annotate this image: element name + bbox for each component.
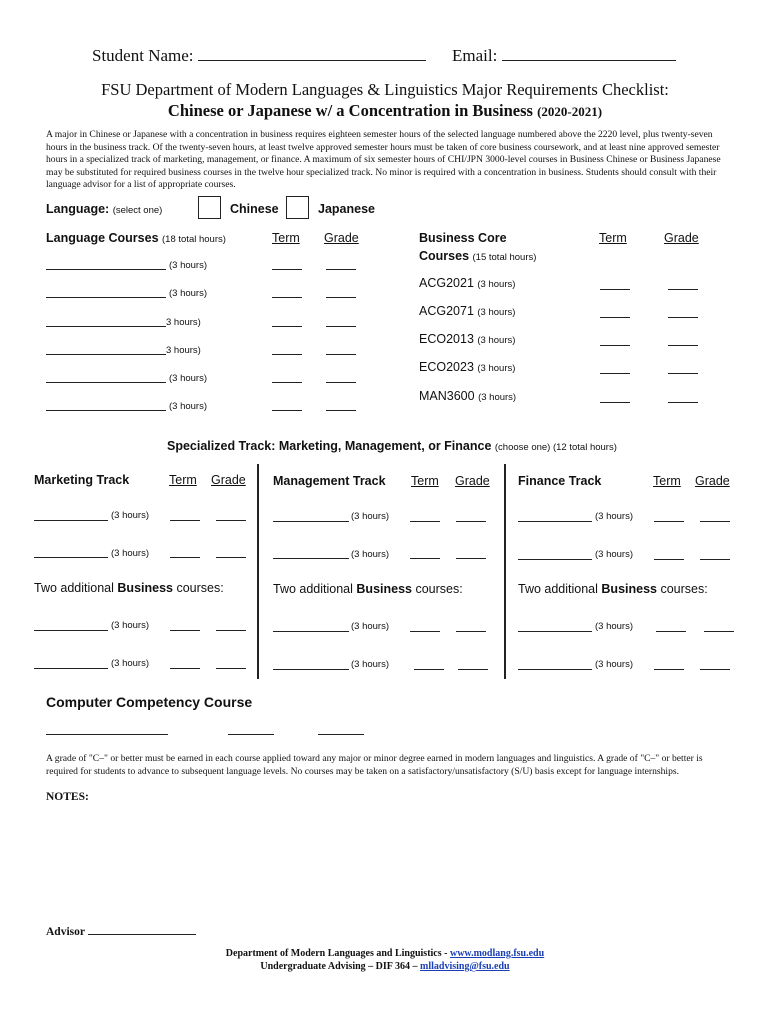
marketing-course-hours: (3 hours) xyxy=(111,620,150,631)
core-course-code: MAN3600 xyxy=(419,389,475,403)
core-term-field[interactable] xyxy=(600,345,630,346)
finance-additional xyxy=(518,582,708,596)
finance-course-hours: (3 hours) xyxy=(595,659,634,670)
finance-course-field[interactable] xyxy=(518,559,592,560)
management-course-field[interactable] xyxy=(273,669,349,670)
lang-course-field[interactable] xyxy=(46,354,166,355)
finance-course-field[interactable] xyxy=(518,669,592,670)
management-course-hours: (3 hours) xyxy=(351,621,390,632)
marketing-grade-field[interactable] xyxy=(216,630,246,631)
language-courses-heading xyxy=(46,231,226,245)
finance-term-field[interactable] xyxy=(654,559,684,560)
core-course xyxy=(419,360,515,374)
language-courses-title: Language Courses xyxy=(46,231,159,245)
chinese-checkbox[interactable] xyxy=(198,196,221,219)
marketing-track-title: Marketing Track xyxy=(34,473,130,487)
marketing-additional xyxy=(34,581,224,595)
lang-grade-field[interactable] xyxy=(326,382,356,383)
advisor-field[interactable] xyxy=(88,934,196,935)
core-course-code: ACG2071 xyxy=(419,304,474,318)
marketing-term-field[interactable] xyxy=(170,668,200,669)
student-name-label: Student Name: xyxy=(92,46,194,65)
lang-term-field[interactable] xyxy=(272,326,302,327)
japanese-label: Japanese xyxy=(318,202,375,216)
core-grade-field[interactable] xyxy=(668,317,698,318)
management-term-field[interactable] xyxy=(410,631,440,632)
additional-suffix: courses: xyxy=(176,581,224,595)
track-divider xyxy=(257,464,259,679)
management-course-field[interactable] xyxy=(273,631,349,632)
core-course-code: ECO2023 xyxy=(419,360,474,374)
core-term-header: Term xyxy=(599,231,627,245)
marketing-term-field[interactable] xyxy=(170,557,200,558)
marketing-term-header: Term xyxy=(169,473,197,487)
student-name-field[interactable] xyxy=(198,60,426,61)
core-course-hours: (3 hours) xyxy=(477,335,516,346)
footer-dept: Department of Modern Languages and Linguistics - xyxy=(225,948,448,959)
management-course-hours: (3 hours) xyxy=(351,549,390,560)
lang-term-header: Term xyxy=(272,231,300,245)
finance-term-header: Term xyxy=(653,474,681,488)
additional-bold: Business xyxy=(117,581,173,595)
lang-grade-field[interactable] xyxy=(326,269,356,270)
management-grade-field[interactable] xyxy=(456,558,486,559)
footer-website-link[interactable]: www.modlang.fsu.edu xyxy=(449,948,545,959)
finance-term-field[interactable] xyxy=(654,521,684,522)
management-grade-field[interactable] xyxy=(456,521,486,522)
page-title: FSU Department of Modern Languages & Linguistics Major Requirements Checklist: xyxy=(101,80,669,99)
additional-bold: Business xyxy=(356,582,412,596)
language-courses-hours: (18 total hours) xyxy=(162,234,226,245)
specialized-title: Specialized Track: Marketing, Management, or Finance xyxy=(167,439,492,453)
lang-course-hours: (3 hours) xyxy=(169,373,208,384)
core-course-hours: (3 hours) xyxy=(478,392,517,403)
page-subtitle xyxy=(0,101,770,121)
finance-course-hours: (3 hours) xyxy=(595,621,634,632)
marketing-term-field[interactable] xyxy=(170,630,200,631)
finance-track-title: Finance Track xyxy=(518,474,602,488)
management-grade-field[interactable] xyxy=(456,631,486,632)
specialized-note: (choose one) (12 total hours) xyxy=(494,442,617,453)
core-course xyxy=(419,389,516,403)
email-field[interactable] xyxy=(502,60,676,61)
additional-prefix: Two additional xyxy=(34,581,114,595)
core-course xyxy=(419,304,515,318)
core-course-code: ACG2021 xyxy=(419,276,474,290)
lang-course-hours: 3 hours) xyxy=(166,345,201,356)
lang-term-field[interactable] xyxy=(272,410,302,411)
additional-bold: Business xyxy=(601,582,657,596)
core-course-hours: (3 hours) xyxy=(477,307,516,318)
management-grade-field[interactable] xyxy=(458,669,488,670)
computer-course-field[interactable] xyxy=(46,734,168,735)
marketing-course-field[interactable] xyxy=(34,557,108,558)
additional-suffix: courses: xyxy=(660,582,708,596)
japanese-checkbox[interactable] xyxy=(286,196,309,219)
footer-advising: Undergraduate Advising – DIF 364 – xyxy=(260,961,418,972)
language-hint: (select one) xyxy=(112,205,163,216)
finance-grade-field[interactable] xyxy=(704,631,734,632)
lang-grade-field[interactable] xyxy=(326,326,356,327)
finance-grade-field[interactable] xyxy=(700,559,730,560)
management-course-field[interactable] xyxy=(273,521,349,522)
core-term-field[interactable] xyxy=(600,402,630,403)
core-course xyxy=(419,332,515,346)
management-grade-header: Grade xyxy=(455,474,490,488)
management-track-title: Management Track xyxy=(273,474,386,488)
business-core-title2: Courses xyxy=(419,249,470,263)
additional-prefix: Two additional xyxy=(518,582,598,596)
additional-prefix: Two additional xyxy=(273,582,353,596)
marketing-course-hours: (3 hours) xyxy=(111,658,150,669)
finance-course-field[interactable] xyxy=(518,521,592,522)
computer-competency-title: Computer Competency Course xyxy=(46,694,253,710)
advisor-row xyxy=(46,926,196,938)
marketing-grade-field[interactable] xyxy=(216,668,246,669)
core-grade-header: Grade xyxy=(664,231,699,245)
business-core-subtitle xyxy=(419,249,536,263)
management-term-field[interactable] xyxy=(410,521,440,522)
footer-line1 xyxy=(0,948,770,959)
email-label: Email: xyxy=(452,46,498,65)
management-additional xyxy=(273,582,463,596)
marketing-grade-header: Grade xyxy=(211,473,246,487)
subtitle-text: Chinese or Japanese w/ a Concentration in Business xyxy=(167,101,533,120)
marketing-course-field[interactable] xyxy=(34,520,108,521)
computer-grade-field[interactable] xyxy=(318,734,364,735)
footer-line2 xyxy=(0,961,770,972)
finance-course-field[interactable] xyxy=(518,631,592,632)
core-course-hours: (3 hours) xyxy=(477,363,516,374)
finance-term-field[interactable] xyxy=(654,669,684,670)
finance-course-hours: (3 hours) xyxy=(595,511,634,522)
lang-grade-field[interactable] xyxy=(326,354,356,355)
core-course xyxy=(419,276,515,290)
lang-grade-field[interactable] xyxy=(326,410,356,411)
language-label: Language: xyxy=(46,202,110,216)
core-grade-field[interactable] xyxy=(668,289,698,290)
core-term-field[interactable] xyxy=(600,289,630,290)
marketing-term-field[interactable] xyxy=(170,520,200,521)
lang-term-field[interactable] xyxy=(272,297,302,298)
management-term-field[interactable] xyxy=(410,558,440,559)
notes-label: NOTES: xyxy=(46,791,89,803)
marketing-grade-field[interactable] xyxy=(216,557,246,558)
chinese-label: Chinese xyxy=(230,202,279,216)
email-row xyxy=(452,46,676,66)
marketing-course-hours: (3 hours) xyxy=(111,548,150,559)
lang-course-field[interactable] xyxy=(46,410,166,411)
management-term-header: Term xyxy=(411,474,439,488)
marketing-course-field[interactable] xyxy=(34,668,108,669)
management-course-hours: (3 hours) xyxy=(351,511,390,522)
student-name-row xyxy=(92,46,426,66)
track-divider xyxy=(504,464,506,679)
management-course-field[interactable] xyxy=(273,558,349,559)
lang-course-hours: (3 hours) xyxy=(169,401,208,412)
marketing-course-field[interactable] xyxy=(34,630,108,631)
computer-term-field[interactable] xyxy=(228,734,274,735)
lang-grade-header: Grade xyxy=(324,231,359,245)
specialized-heading xyxy=(167,439,617,453)
lang-course-field[interactable] xyxy=(46,326,166,327)
footer-email-link[interactable]: mlladvising@fsu.edu xyxy=(420,961,510,972)
advisor-label: Advisor xyxy=(46,926,85,938)
core-term-field[interactable] xyxy=(600,373,630,374)
lang-course-hours: (3 hours) xyxy=(169,260,208,271)
core-course-code: ECO2013 xyxy=(419,332,474,346)
grade-note: A grade of "C–" or better must be earned in each course applied toward any major or minor degree earned in modern languages and linguistics. A grade of "C–" or better is required for students to advance to subsequent language levels. No courses may be taken on a satisfactory/unsatisfactory (S/U) basis except for language internships. xyxy=(46,753,703,777)
core-grade-field[interactable] xyxy=(668,373,698,374)
lang-term-field[interactable] xyxy=(272,269,302,270)
lang-course-hours: (3 hours) xyxy=(169,288,208,299)
finance-grade-field[interactable] xyxy=(700,669,730,670)
marketing-course-hours: (3 hours) xyxy=(111,510,150,521)
management-term-field[interactable] xyxy=(414,669,444,670)
lang-grade-field[interactable] xyxy=(326,297,356,298)
core-course-hours: (3 hours) xyxy=(477,279,516,290)
business-core-title: Business Core xyxy=(419,231,507,245)
lang-term-field[interactable] xyxy=(272,382,302,383)
lang-course-hours: 3 hours) xyxy=(166,317,201,328)
lang-course-field[interactable] xyxy=(46,269,166,270)
finance-grade-header: Grade xyxy=(695,474,730,488)
marketing-grade-field[interactable] xyxy=(216,520,246,521)
core-grade-field[interactable] xyxy=(668,402,698,403)
subtitle-year: (2020-2021) xyxy=(537,104,603,119)
lang-term-field[interactable] xyxy=(272,354,302,355)
intro-paragraph: A major in Chinese or Japanese with a concentration in business requires eighteen semester hours of the selected language numbered above the 2220 level, plus twenty-seven hours in the business track. Of the twenty-seven hours, at least twelve approved semester hours must be taken of core business coursework, and at least nine approved semester hours in a specialized track of marketing, management, or finance. A maximum of six semester hours of CHI/JPN 3000-level courses in Business Chinese or Business Japanese may be substituted for required business courses in the twelve hour specialized track. No minor is required with a concentration in business. Students should consult with their language advisor for a list of appropriate courses. xyxy=(46,129,721,191)
business-core-hours: (15 total hours) xyxy=(472,252,537,263)
lang-course-field[interactable] xyxy=(46,297,166,298)
finance-grade-field[interactable] xyxy=(700,521,730,522)
language-label-row xyxy=(46,202,162,216)
finance-term-field[interactable] xyxy=(656,631,686,632)
core-grade-field[interactable] xyxy=(668,345,698,346)
lang-course-field[interactable] xyxy=(46,382,166,383)
finance-course-hours: (3 hours) xyxy=(595,549,634,560)
core-term-field[interactable] xyxy=(600,317,630,318)
management-course-hours: (3 hours) xyxy=(351,659,390,670)
additional-suffix: courses: xyxy=(415,582,463,596)
